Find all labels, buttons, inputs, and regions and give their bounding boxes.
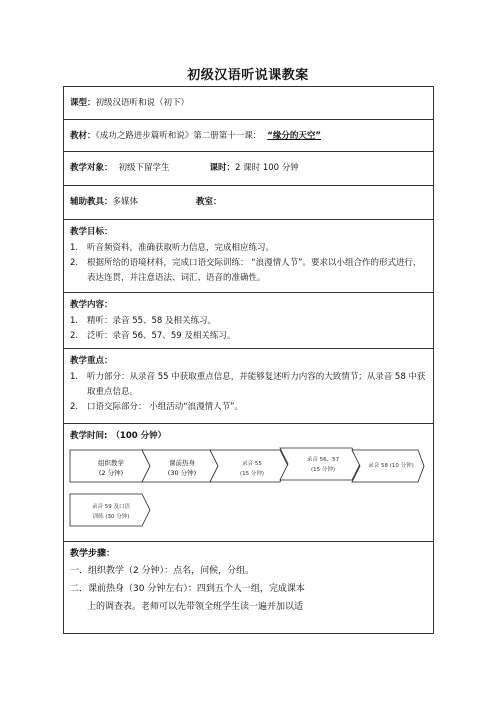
time-flow-diagram <box>70 444 427 540</box>
step-line: 一．组织教学（2 分钟）：点名，问候，分组。 <box>70 566 255 576</box>
step-line: 上的调查表。老师可以先带领全班学生读一遍并加以适 <box>87 602 304 612</box>
room-label: 教室： <box>196 197 222 207</box>
content-item: 2. 泛听：录音 56、57、59 及相关练习。 <box>70 331 236 341</box>
content-item: 1. 精听：录音 55、58 及相关练习。 <box>70 316 217 326</box>
step-line: 二．课前热身（30 分钟左右）：四到五个人一组，完成课本 <box>70 584 305 594</box>
hours-value: 2 课时 100 分钟 <box>235 163 299 173</box>
aids-label: 辅助教具： <box>70 197 113 207</box>
flow-step-3: 录音 55 (15 分钟) <box>239 461 265 477</box>
audience-label: 教学对象： <box>70 163 113 173</box>
course-type-label: 课型： <box>70 98 96 108</box>
aids-value: 多媒体 <box>112 197 139 207</box>
flow-step-2: 课前热身 (30 分钟) <box>167 459 197 477</box>
row-audience <box>64 152 434 186</box>
flow-step-1: 组织教学 (2 分钟) <box>98 459 124 477</box>
steps-label: 教学步骤： <box>70 549 116 559</box>
content-label: 教学内容： <box>70 300 113 310</box>
flow-step-5: 录音 58 (10 分钟) <box>368 463 414 469</box>
focus-label: 教学重点： <box>70 356 113 366</box>
course-type-value: 初级汉语听和说（初下） <box>95 98 190 108</box>
goals-label: 教学目标： <box>70 227 113 237</box>
lesson-plan-table <box>63 86 434 634</box>
time-label: 教学时间: <box>70 431 108 441</box>
row-goals <box>64 220 434 293</box>
document-title: 初级汉语听说课教案 <box>187 68 309 83</box>
row-steps <box>64 542 434 634</box>
textbook-value: 《成功之路进步篇听和说》第二册第十一课： <box>95 131 262 141</box>
time-total: （100 分钟） <box>111 431 167 441</box>
audience-value: 初级下留学生 <box>118 163 170 173</box>
row-textbook <box>64 120 434 152</box>
focus-item: 2. 口语交际部分： 小组活动“浪漫情人节”。 <box>70 402 244 412</box>
flow-step-4: 录音 56、57 (15 分钟) <box>306 457 340 473</box>
row-content <box>64 293 434 349</box>
textbook-label: 教材： <box>70 131 96 141</box>
goal-item: 1. 听音频资料，准确获取听力信息，完成相应练习。 <box>70 243 275 253</box>
row-time <box>64 424 434 542</box>
focus-item: 1. 听力部分：从录音 55 中获取重点信息，并能够复述听力内容的大致情节；从录音 58 中获取重点信息。 <box>70 372 426 397</box>
row-course-type <box>64 87 434 120</box>
row-aids <box>64 186 434 220</box>
goal-item: 2. 根据所给的语境材料，完成口语交际训练： “浪漫情人节”。要求以小组合作的形式进行，表达连贯，并注意语法、词汇、语音的准确性。 <box>70 258 422 283</box>
flow-step-6: 录音 59 及口语 训练 (30 分钟) <box>92 504 130 520</box>
row-focus <box>64 349 434 424</box>
lesson-title: “缘分的天空” <box>267 131 321 141</box>
hours-label: 课时： <box>209 163 236 173</box>
